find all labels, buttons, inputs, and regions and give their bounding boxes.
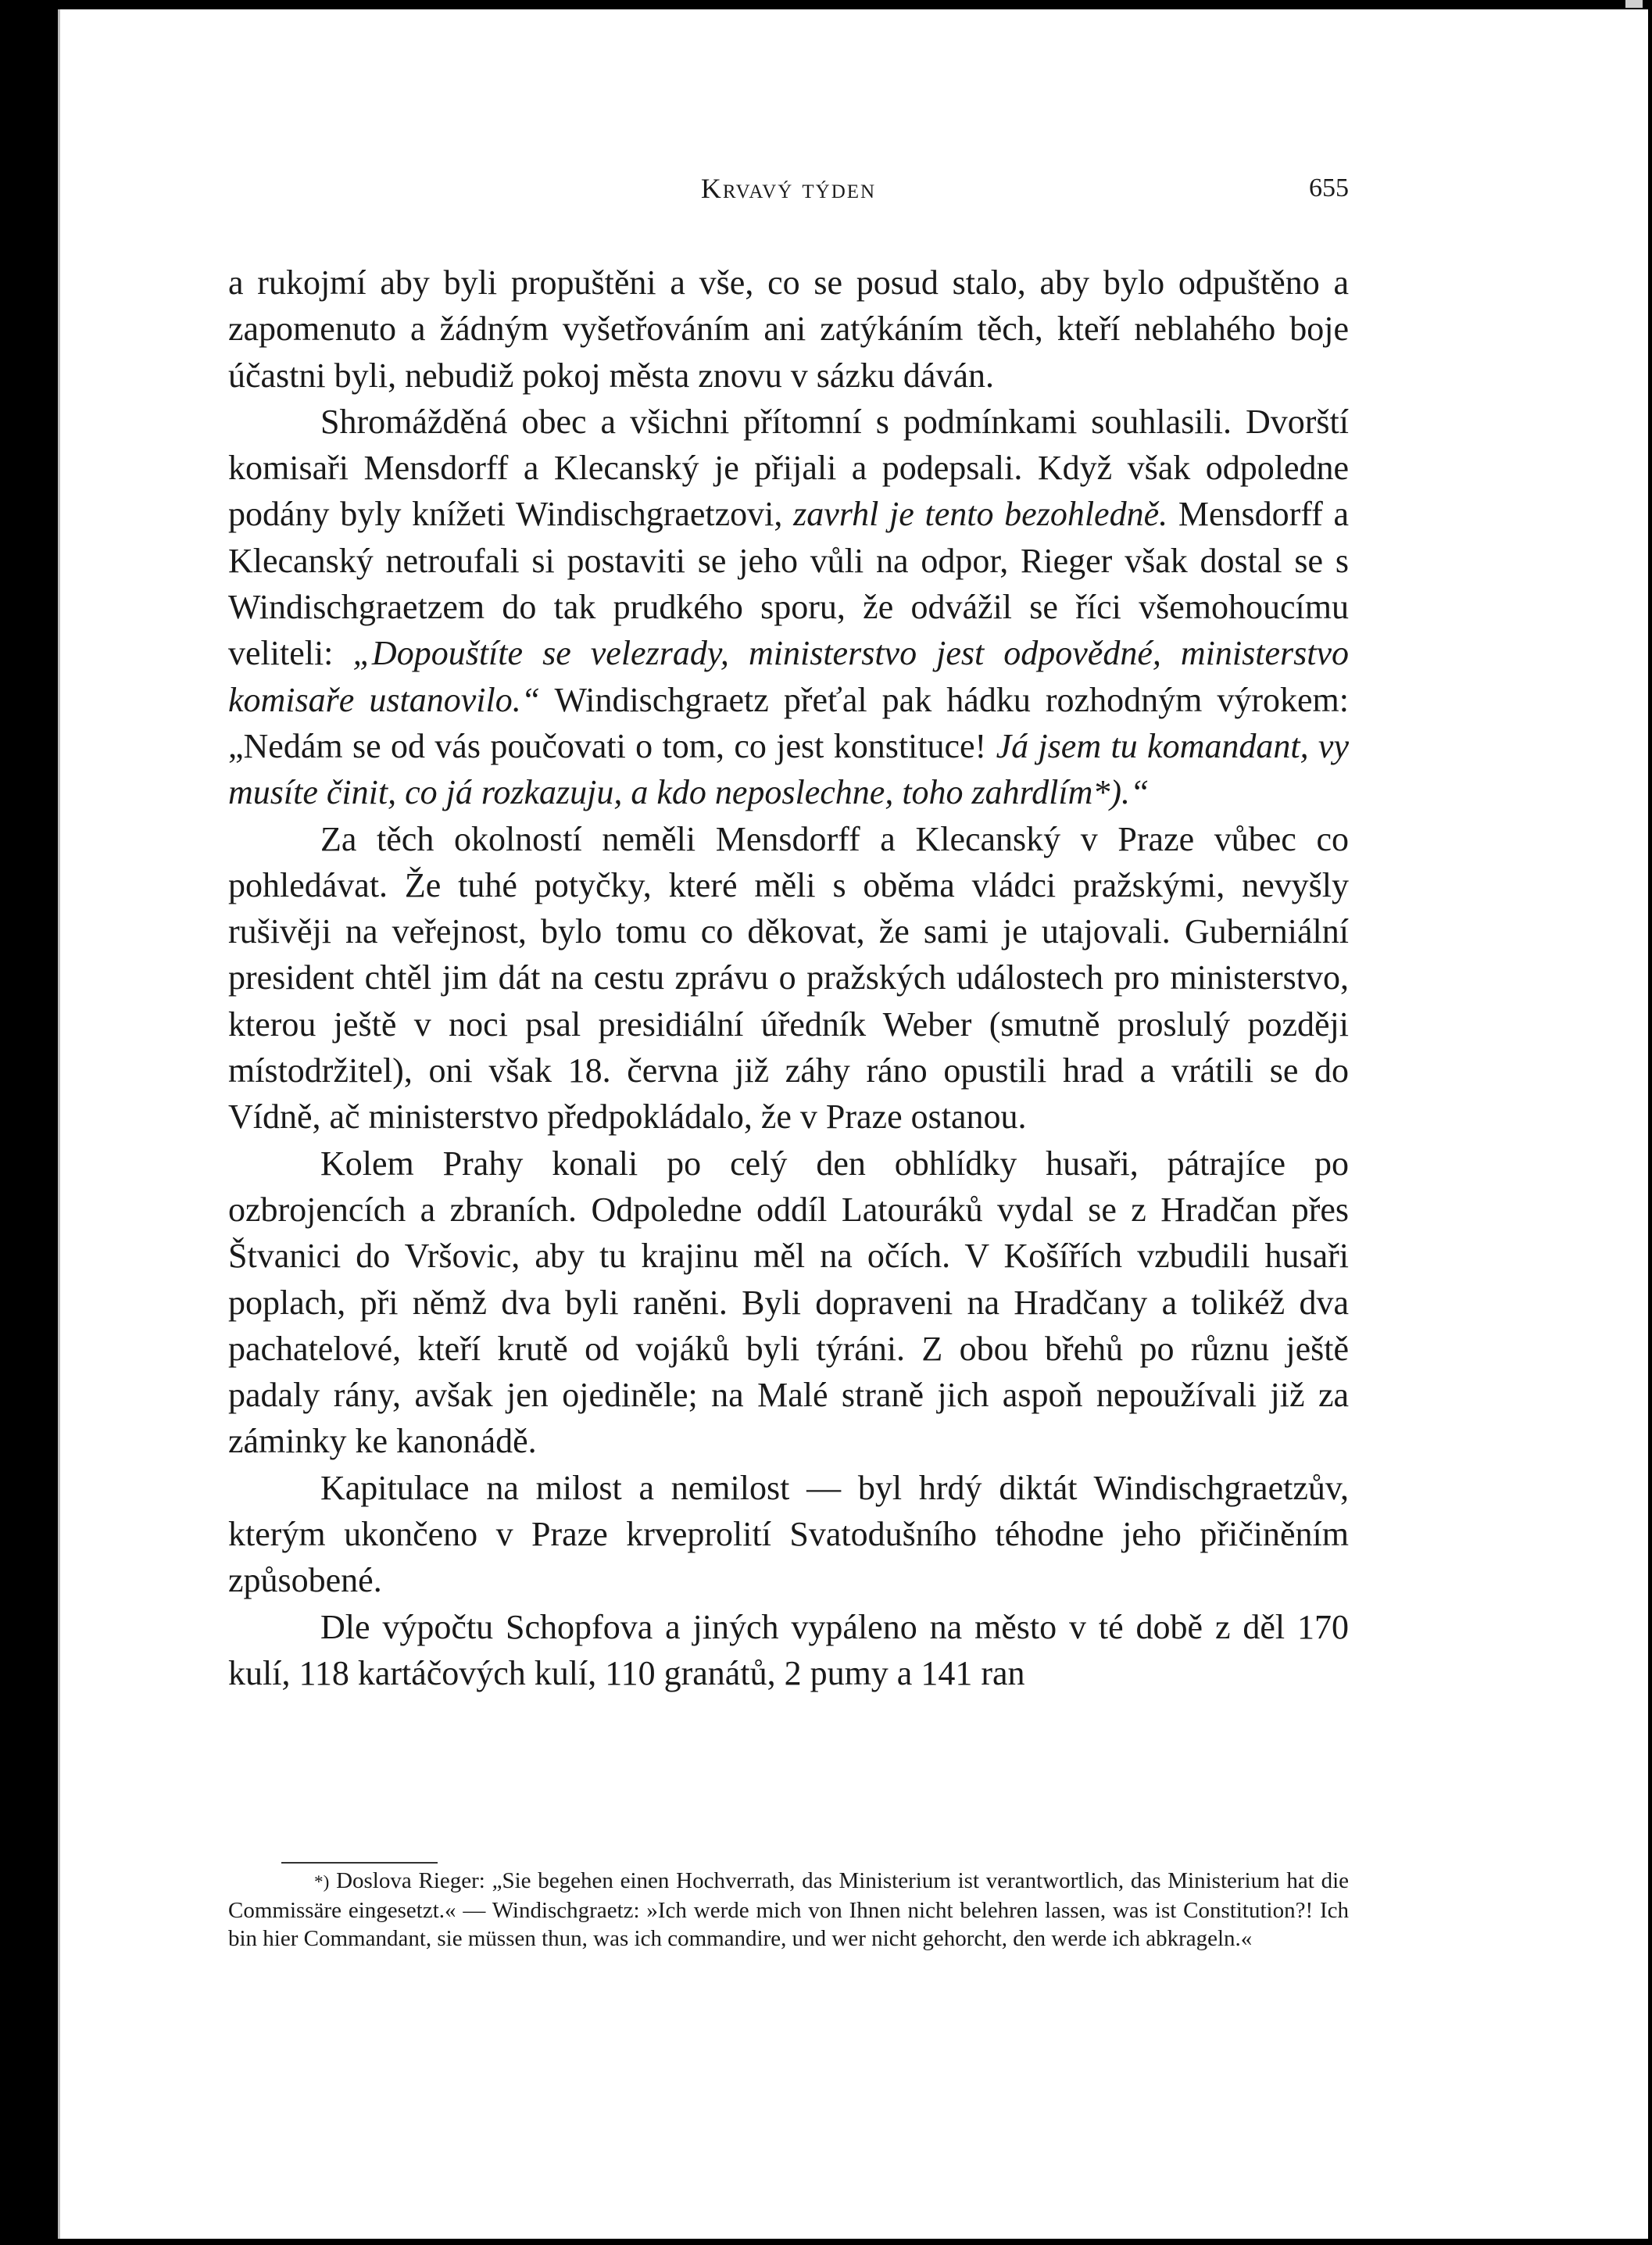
paragraph	[228, 1604, 1349, 1697]
body-text	[228, 260, 1349, 1696]
footnote	[228, 1867, 1349, 1953]
footnote-text: Doslova Rieger: „Sie begehen einen Hochverrath, das Ministerium ist verantwortlich, das Ministerium hat die Commissäre eingesetzt.« — Windischgraetz: »Ich werde mich von Ihnen nicht belehren lassen, was ist Constitution?! Ich bin hier Commandant, sie müssen thun, was ich commandire, und wer nicht gehorcht, den werde ich abkrageln.«	[228, 1868, 1350, 1951]
paragraph	[228, 816, 1349, 1140]
paragraph	[228, 260, 1349, 399]
scan-edge-mark	[1625, 0, 1643, 8]
text-run: Za těch okolností neměli Mensdorff a Klecanský v Praze vůbec co pohledávat. Že tuhé potyčky, které měli s oběma vládci pražskými, nevyšly rušivěji na veřejnost, bylo tomu co děkovat, že sami je utajovali. Guberniální president chtěl jim dát na cestu zprávu o pražských událostech pro ministerstvo, kterou ještě v noci psal presidiální úředník Weber (smutně proslulý později místodržitel), oni však 18. června již záhy ráno opustili hrad a vrátili se do Vídně, ač ministerstvo předpokládalo, že v Praze ostanou.	[228, 819, 1349, 1137]
text-run: Windischgraetz přeťal pak hádku rozhodným výrokem: „Nedám se od vás poučovati o tom, co jest konstituce!	[228, 680, 1349, 765]
footnote-mark: *)	[314, 1872, 330, 1892]
paragraph	[228, 399, 1349, 816]
paragraph	[228, 1465, 1349, 1604]
page-number: 655	[1309, 174, 1349, 202]
page-header	[228, 172, 1349, 219]
footnote-divider	[281, 1862, 438, 1864]
text-run: a rukojmí aby byli propuštěni a vše, co se posud stalo, aby bylo odpuštěno a zapomenuto a žádným vyšetřováním ani zatýkáním těch, kteří neblahého boje účastni byli, nebudiž pokoj města znovu v sázku dáván.	[228, 263, 1349, 395]
italic-text-run: Já jsem tu komandant, vy musíte činit, co já rozkazuju, a kdo neposlechne, toho zahrdlím*).“	[228, 726, 1349, 812]
text-run: Mensdorff a Klecanský netroufali si postaviti se jeho vůli na odpor, Rieger však dostal se s Windischgraetzem do tak prudkého sporu, že odvážil se říci všemohoucímu veliteli:	[228, 495, 1350, 673]
italic-text-run: zavrhl je tento bezohledně.	[793, 495, 1168, 534]
paragraph	[228, 1140, 1349, 1465]
running-head: Krvavý týden	[700, 173, 877, 204]
text-run: Kolem Prahy konali po celý den obhlídky husaři, pátrajíce po ozbrojencích a zbraních. Odpoledne oddíl Latouráků vydal se z Hradčan přes Štvanici do Vršovic, aby tu krajinu měl na očích. V Košířích vzbudili husaři poplach, při němž dva byli raněni. Byli dopraveni na Hradčany a tolikéž dva pachatelové, kteří krutě od vojáků byli týráni. Z obou břehů po různu ještě padaly rány, avšak jen ojediněle; na Malé straně jich aspoň nepoužívali již za záminky ke kanonádě.	[228, 1144, 1349, 1461]
text-run: Dle výpočtu Schopfova a jiných vypáleno na město v té době z děl 170 kulí, 118 kartáčových kulí, 110 granátů, 2 pumy a 141 ran	[228, 1607, 1349, 1692]
text-run: Kapitulace na milost a nemilost — byl hrdý diktát Windischgraetzův, kterým ukončeno v Praze krveprolití Svatodušního téhodne jeho přičiněním způsobené.	[228, 1468, 1349, 1600]
text-run: Shromážděná obec a všichni přítomní s podmínkami souhlasili. Dvorští komisaři Mensdorff a Klecanský je přijali a podepsali. Když však odpoledne podány byly knížeti Windischgraetzovi,	[228, 402, 1349, 534]
italic-text-run: „Dopouštíte se velezrady, ministerstvo jest odpovědné, ministerstvo komisaře ustanovilo.“	[228, 634, 1349, 719]
